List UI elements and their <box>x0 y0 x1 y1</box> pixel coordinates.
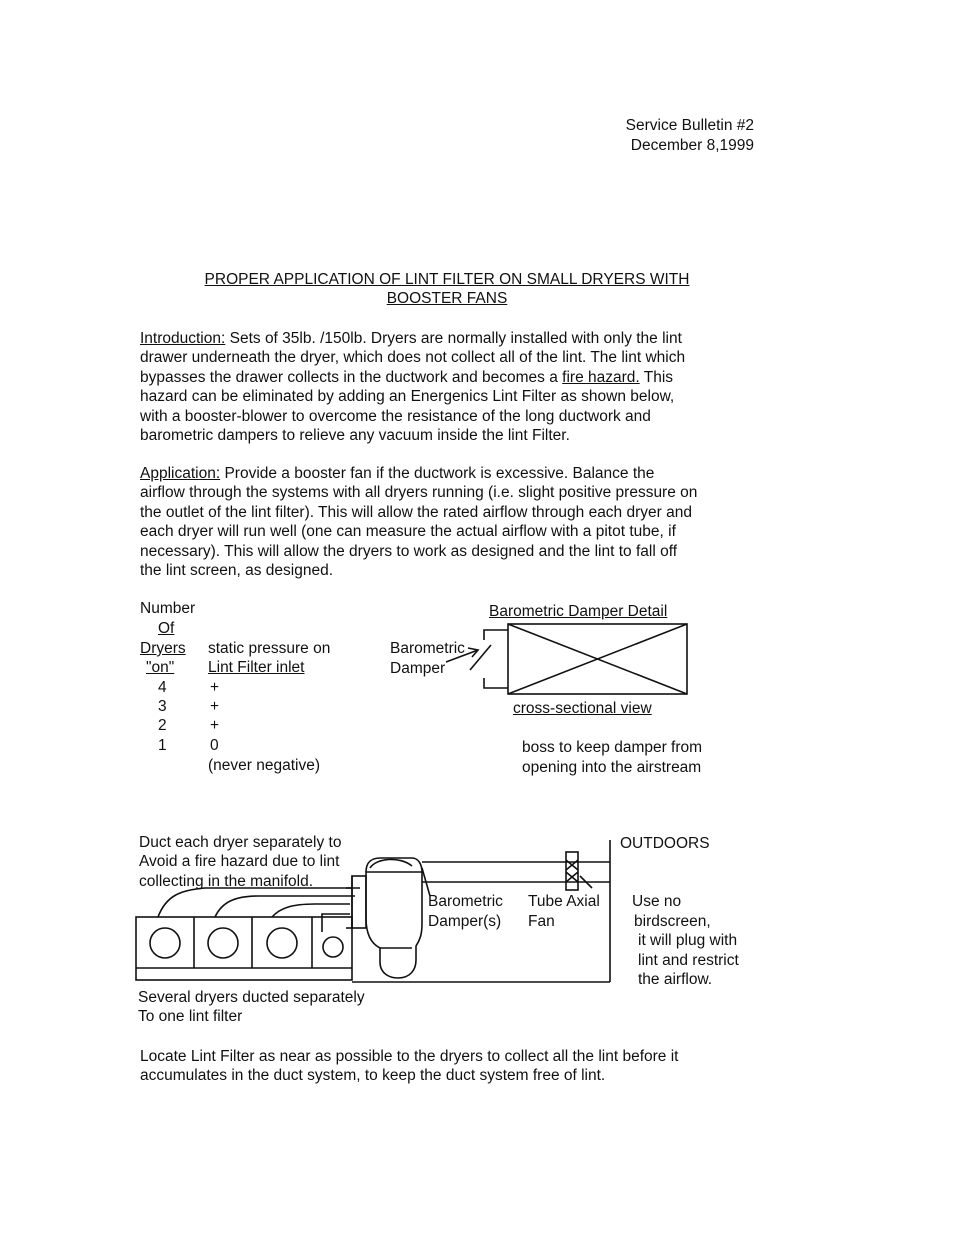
dryer-duct <box>158 888 360 917</box>
closing-paragraph <box>140 1047 780 1086</box>
table-cell-pressure: 0 <box>210 737 219 754</box>
bulletin-date: December 8,1999 <box>630 137 754 154</box>
lint-filter-body <box>366 872 422 978</box>
table-cell-pressure: + <box>210 717 220 734</box>
table-note: (never negative) <box>208 757 321 774</box>
duct-note-line2: Avoid a fire hazard due to lint <box>139 853 340 870</box>
intro-line: bypasses the drawer collects in the ductwork and becomes a <box>140 368 563 386</box>
birdscreen-note-line5: the airflow. <box>638 971 713 988</box>
app-line: each dryer will run well (one can measure the actual airflow with a pitot tube, if <box>140 523 676 541</box>
duct-note-line3: collecting in the manifold. <box>139 873 314 890</box>
intro-line: hazard can be eliminated by adding an Energenics Lint Filter as shown below, <box>140 388 675 406</box>
dryer-door <box>150 928 180 958</box>
app-line: airflow through the systems with all dryers running (i.e. slight positive pressure on <box>140 484 698 502</box>
intro-line: with a booster-blower to overcome the resistance of the long ductwork and <box>140 407 651 425</box>
damper-label-line2: Damper <box>390 660 446 677</box>
introduction-label: Introduction: <box>140 330 226 347</box>
app-line: the lint screen, as designed. <box>140 562 334 580</box>
fan-label-line2: Fan <box>528 913 555 930</box>
table-cell-pressure: + <box>210 679 220 696</box>
app-line: necessary). This will allow the dryers to work as designed and the lint to fall off <box>140 542 678 560</box>
table-header-on: "on" <box>146 659 175 676</box>
bulletin-number: Service Bulletin #2 <box>625 117 754 134</box>
damper-label-line1: Barometric <box>390 640 465 657</box>
table-cell-dryers: 2 <box>158 717 167 734</box>
damper-detail-title: Barometric Damper Detail <box>489 603 668 620</box>
system-damper-label-line1: Barometric <box>428 893 503 910</box>
diagram-caption-line2: To one lint filter <box>138 1008 243 1025</box>
dryer-door <box>267 928 297 958</box>
birdscreen-note-line4: lint and restrict <box>638 952 739 969</box>
outdoors-label: OUTDOORS <box>620 835 710 852</box>
intro-line: barometric dampers to relieve any vacuum inside the lint Filter. <box>140 427 570 445</box>
table-header-pressure: static pressure on <box>208 640 331 657</box>
fan-label-line1: Tube Axial <box>528 893 600 910</box>
diagram-caption-line1: Several dryers ducted separately <box>138 989 365 1006</box>
birdscreen-note-line3: it will plug with <box>638 932 738 949</box>
dryer-door <box>323 937 343 957</box>
birdscreen-note-line1: Use no <box>632 893 682 910</box>
birdscreen-note-line2: birdscreen, <box>634 913 711 930</box>
table-cell-dryers: 4 <box>158 679 167 696</box>
table-header-dryers: Dryers <box>140 640 186 657</box>
table-header-of: Of <box>158 620 175 637</box>
damper-note-line2: opening into the airstream <box>522 759 702 776</box>
intro-word: This <box>639 368 674 386</box>
table-header-inlet: Lint Filter inlet <box>208 659 305 676</box>
filter-top-curve <box>370 859 412 868</box>
table-header-number: Number <box>140 600 196 617</box>
closing-line: Locate Lint Filter as near as possible to the dryers to collect all the lint before it <box>140 1048 679 1065</box>
damper-note-line1: boss to keep damper from <box>522 739 703 756</box>
dryer-duct <box>272 904 350 917</box>
page-title-line1: PROPER APPLICATION OF LINT FILTER ON SMALL DRYERS WITH <box>204 271 690 288</box>
closing-line: accumulates in the duct system, to keep the duct system free of lint. <box>140 1067 606 1085</box>
duct-note-line1: Duct each dryer separately to <box>139 834 342 851</box>
table-cell-pressure: + <box>210 698 220 715</box>
fire-hazard-text: fire hazard. <box>562 368 640 386</box>
intro-line: Sets of 35lb. /150lb. Dryers are normally installed with only the lint <box>225 330 682 347</box>
app-line: the outlet of the lint filter). This will allow the rated airflow through each dryer and <box>140 503 692 521</box>
page-title-line2: BOOSTER FANS <box>386 290 508 307</box>
dryer-door <box>208 928 238 958</box>
app-line: Provide a booster fan if the ductwork is excessive. Balance the <box>220 465 655 482</box>
damper-caption: cross-sectional view <box>513 700 652 717</box>
filter-inlet-collar <box>352 876 366 928</box>
application-label: Application: <box>140 465 221 482</box>
system-damper-label-line2: Damper(s) <box>428 913 502 930</box>
table-cell-dryers: 3 <box>158 698 167 715</box>
tube-axial-fan <box>566 852 578 890</box>
table-cell-dryers: 1 <box>158 737 167 754</box>
dryer-bank <box>136 917 352 980</box>
intro-line: drawer underneath the dryer, which does not collect all of the lint. The lint which <box>140 349 686 367</box>
